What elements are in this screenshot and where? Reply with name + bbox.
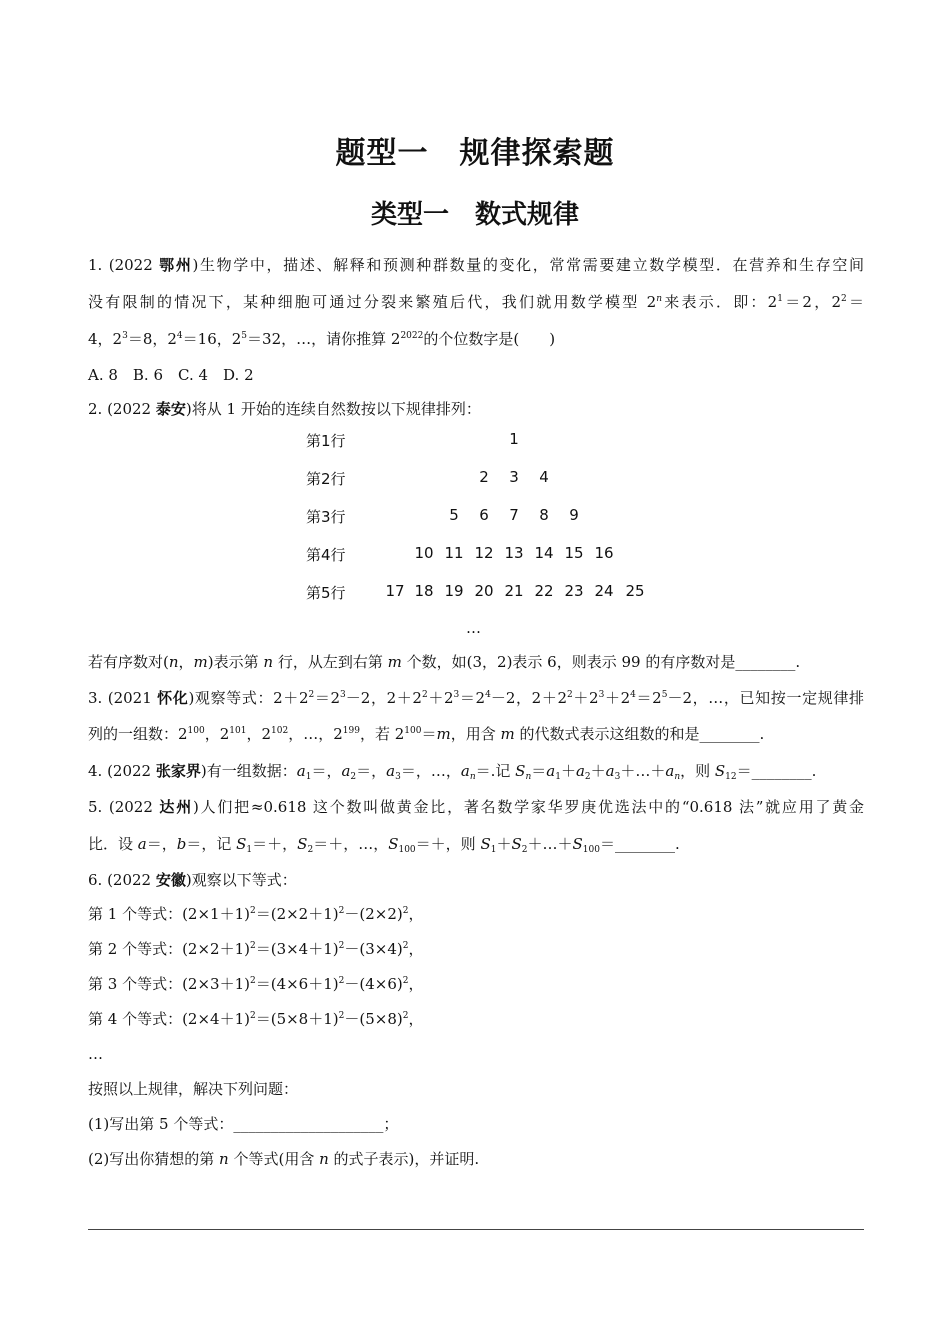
q6-equation-3: 第 3 个等式：$(2\times 3+1)^2=(4\times 6+1)^2-(4\times 6)^2$， xyxy=(88,975,424,993)
q3-line-1: 3. (2021 怀化)观察等式：$2+2^2=2^3-2$，$2+2^2+2^3=2^4-2$，$2+2^2+2^3+2^4=2^5-2$，…，已知按一定规律排 xyxy=(88,689,865,707)
triangle-number: 22 xyxy=(534,582,554,600)
q3-line-2: 列的一组数：$2^{100}$，$2^{101}$，$2^{102}$，…，$2^{199}$，若 $2^{100}=m$，用含 m 的代数式表示这组数的和是________. xyxy=(88,725,765,743)
triangle-number: 12 xyxy=(474,544,494,562)
triangle-number: 6 xyxy=(479,506,489,524)
q1-line-2: 没有限制的情况下，某种细胞可通过分裂来繁殖后代，我们就用数学模型 2$^n$来表示．即：$2^1=2$，$2^2=$ xyxy=(88,293,864,311)
triangle-number: 3 xyxy=(509,468,519,486)
triangle-number: 13 xyxy=(504,544,524,562)
row-label-5: 第5行 xyxy=(306,584,346,602)
triangle-number: 1 xyxy=(509,430,519,448)
triangle-number: 16 xyxy=(594,544,614,562)
triangle-number: 9 xyxy=(569,506,579,524)
triangle-number: 25 xyxy=(625,582,645,600)
q6-equation-1: 第 1 个等式：$(2\times 1+1)^2=(2\times 2+1)^2-(2\times 2)^2$， xyxy=(88,905,424,923)
triangle-number: 23 xyxy=(564,582,584,600)
row-label-4: 第4行 xyxy=(306,546,346,564)
row-label-3: 第3行 xyxy=(306,508,346,526)
triangle-number: 18 xyxy=(414,582,434,600)
footer-divider xyxy=(88,1229,864,1230)
q6-instruction: 按照以上规律，解决下列问题： xyxy=(88,1080,299,1098)
q6-equation-4: 第 4 个等式：$(2\times 4+1)^2=(5\times 8+1)^2-(5\times 8)^2$， xyxy=(88,1010,424,1028)
q6-stem: 6. (2022 安徽)观察以下等式： xyxy=(88,871,297,889)
q6-part-2: (2)写出你猜想的第 n 个等式(用含 n 的式子表示)，并证明. xyxy=(88,1150,480,1168)
triangle-number: 5 xyxy=(449,506,459,524)
q2-question: 若有序数对(n，m)表示第 n 行，从左到右第 m 个数，如(3，2)表示 6，则表示 99 的有序数对是________. xyxy=(88,653,801,671)
triangle-number: 2 xyxy=(479,468,489,486)
triangle-number: 17 xyxy=(385,582,405,600)
page-title: 题型一 规律探索题 xyxy=(335,136,615,171)
q6-ellipsis: … xyxy=(88,1045,103,1063)
triangle-number: 19 xyxy=(444,582,464,600)
q2-stem: 2. (2022 泰安)将从 1 开始的连续自然数按以下规律排列： xyxy=(88,400,481,418)
q4-line: 4. (2022 张家界)有一组数据：$a_1=$，$a_2=$，$a_3=$，…，$a_n=$.记 $S_n=a_1+a_2+a_3+\dots+a_n$，则 $S_{12}=\_\_\_\_\_\_\_\_$. xyxy=(88,762,817,782)
q5-line-1: 5. (2022 达州)人们把≈0.618 这个数叫做黄金比，著名数学家华罗庚优选法中的“0.618 法”就应用了黄金 xyxy=(88,798,865,816)
row-label-2: 第2行 xyxy=(306,470,346,488)
q5-line-2: 比．设 a＝，b＝，记 $S_1=+$，$S_2=+$，…，$S_{100}=+$，则 $S_1+S_2+\dots+S_{100}=\_\_\_\_\_\_\_\_$. xyxy=(88,835,680,855)
triangle-number: 11 xyxy=(444,544,464,562)
triangle-number: 24 xyxy=(594,582,614,600)
row-label-1: 第1行 xyxy=(306,432,346,450)
triangle-number: 4 xyxy=(539,468,549,486)
q1-line-3: 4，$2^3=8$，$2^4=16$，$2^5=32$，…，请你推算 $2^{2022}$的个位数字是( ) xyxy=(88,330,556,348)
q1-line-1: 1. (2022 鄂州)生物学中，描述、解释和预测种群数量的变化，常常需要建立数学模型．在营养和生存空间 xyxy=(88,256,865,274)
triangle-number: 15 xyxy=(564,544,584,562)
triangle-number: 14 xyxy=(534,544,554,562)
triangle-number: 8 xyxy=(539,506,549,524)
triangle-number: 20 xyxy=(474,582,494,600)
q6-part-1: (1)写出第 5 个等式：____________________； xyxy=(88,1115,399,1133)
q6-equation-2: 第 2 个等式：$(2\times 2+1)^2=(3\times 4+1)^2-(3\times 4)^2$， xyxy=(88,940,424,958)
triangle-number: 10 xyxy=(414,544,434,562)
triangle-ellipsis: … xyxy=(466,619,481,637)
q1-options: A. 8 B. 6 C. 4 D. 2 xyxy=(88,366,254,384)
triangle-number: 7 xyxy=(509,506,519,524)
section-subtitle: 类型一 数式规律 xyxy=(370,200,579,230)
triangle-number: 21 xyxy=(504,582,524,600)
